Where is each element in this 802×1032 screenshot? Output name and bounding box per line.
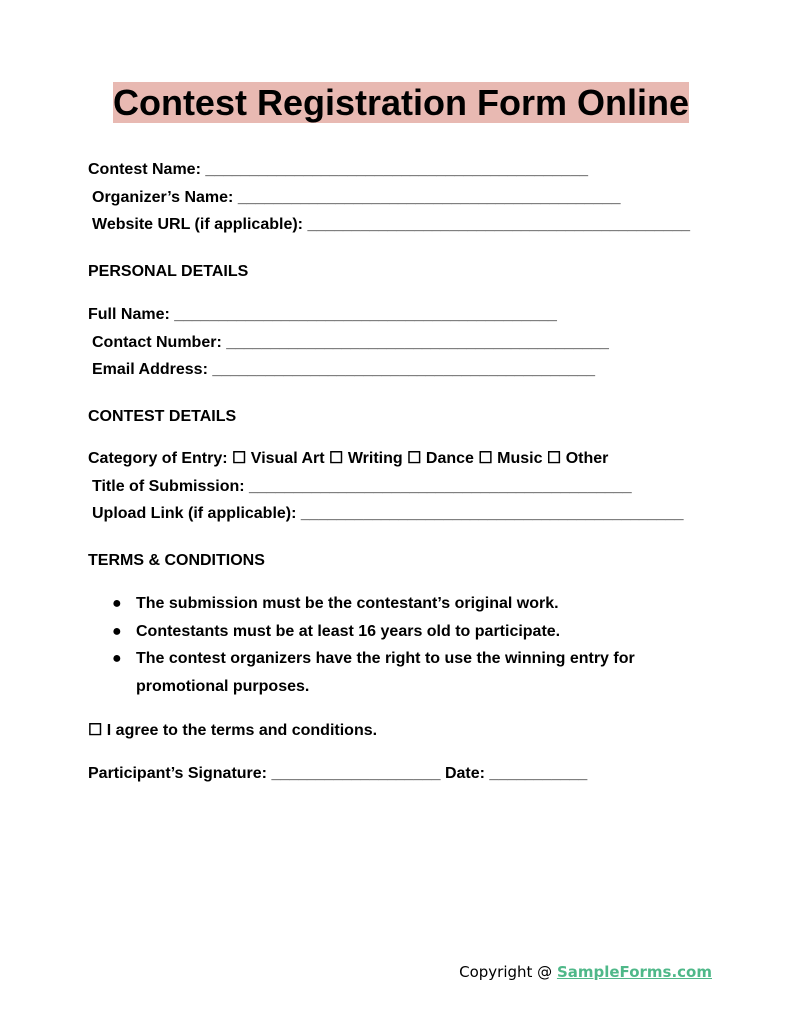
copyright-prefix: Copyright @ bbox=[459, 963, 557, 981]
terms-item-2 bbox=[112, 622, 560, 642]
terms-item-3 bbox=[112, 649, 635, 669]
email-address-field[interactable]: Email Address: ___________________________________________ bbox=[92, 361, 595, 378]
title-wrapper bbox=[0, 82, 802, 123]
contest-name-field[interactable]: Contest Name: ___________________________________________ bbox=[88, 161, 588, 178]
personal-details-heading: PERSONAL DETAILS bbox=[88, 263, 249, 280]
title-of-submission-field[interactable]: Title of Submission: ___________________________________________ bbox=[92, 478, 632, 495]
terms-item-1 bbox=[112, 594, 559, 614]
terms-item-text: The submission must be the contestant’s original work. bbox=[136, 595, 559, 612]
agree-terms-checkbox[interactable]: ☐ I agree to the terms and conditions. bbox=[88, 722, 378, 739]
bullet-icon: ● bbox=[112, 623, 122, 640]
signature-date-field[interactable]: Participant’s Signature: ___________________ Date: ___________ bbox=[88, 765, 588, 782]
website-url-field[interactable]: Website URL (if applicable): ___________________________________________ bbox=[92, 216, 691, 233]
terms-item-text: Contestants must be at least 16 years old to participate. bbox=[136, 623, 561, 640]
bullet-icon: ● bbox=[112, 595, 122, 612]
terms-item-3-continuation: promotional purposes. bbox=[136, 678, 310, 695]
page-title: Contest Registration Form Online bbox=[112, 82, 690, 123]
category-of-entry-field[interactable]: Category of Entry: ☐ Visual Art ☐ Writing ☐ Dance ☐ Music ☐ Other bbox=[88, 450, 609, 467]
terms-item-text: The contest organizers have the right to use the winning entry for bbox=[136, 650, 635, 667]
contact-number-field[interactable]: Contact Number: ___________________________________________ bbox=[92, 334, 609, 351]
bullet-icon: ● bbox=[112, 650, 122, 667]
terms-heading: TERMS & CONDITIONS bbox=[88, 552, 265, 569]
brand-link[interactable]: SampleForms.com bbox=[556, 963, 712, 981]
upload-link-field[interactable]: Upload Link (if applicable): ___________________________________________ bbox=[92, 505, 684, 522]
full-name-field[interactable]: Full Name: ___________________________________________ bbox=[88, 306, 557, 323]
copyright-footer bbox=[459, 963, 712, 981]
organizer-name-field[interactable]: Organizer’s Name: ___________________________________________ bbox=[92, 189, 621, 206]
contest-details-heading: CONTEST DETAILS bbox=[88, 408, 237, 425]
